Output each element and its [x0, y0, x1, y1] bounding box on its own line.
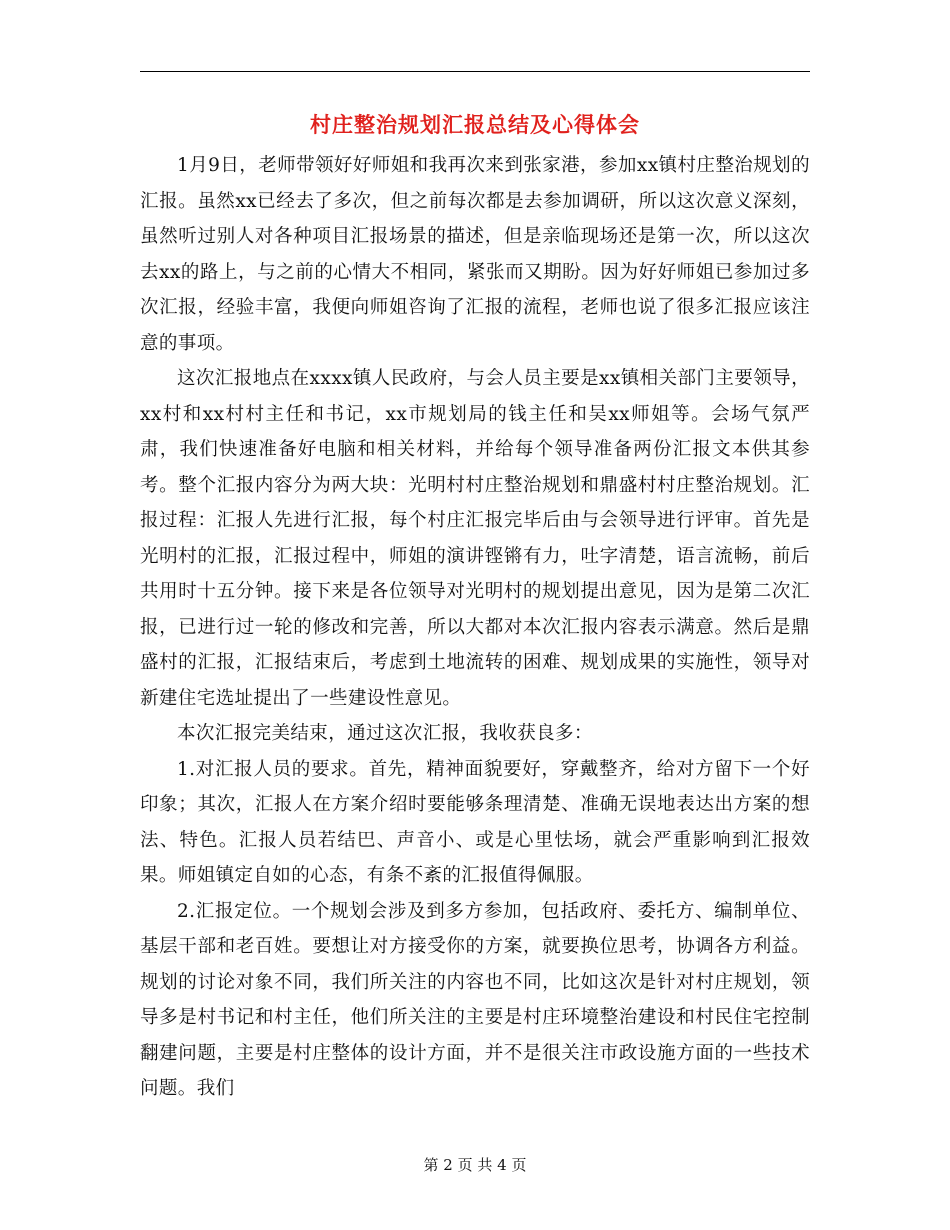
paragraph-4: 1.对汇报人员的要求。首先，精神面貌要好，穿戴整齐，给对方留下一个好印象；其次，汇报人在方案介绍时要能够条理清楚、准确无误地表达出方案的想法、特色。汇报人员若结巴、声音小、或是心里怯场，就会严重影响到汇报效果。师姐镇定自如的心态，有条不紊的汇报值得佩服。 — [140, 758, 810, 886]
paragraph-2: 这次汇报地点在xxxx镇人民政府，与会人员主要是xx镇相关部门主要领导，xx村和xx村村主任和书记，xx市规划局的钱主任和吴xx师姐等。会场气氛严肃，我们快速准备好电脑和相关材料，并给每个领导准备两份汇报文本供其参考。整个汇报内容分为两大块：光明村村庄整治规划和鼎盛村村庄整治规划。汇报过程：汇报人先进行汇报，每个村庄汇报完毕后由与会领导进行评审。首先是光明村的汇报，汇报过程中，师姐的演讲铿锵有力，吐字清楚，语言流畅，前后共用时十五分钟。接下来是各位领导对光明村的规划提出意见，因为是第二次汇报，已进行过一轮的修改和完善，所以大都对本次汇报内容表示满意。然后是鼎盛村的汇报，汇报结束后，考虑到土地流转的困难、规划成果的实施性，领导对新建住宅选址提出了一些建设性意见。 — [140, 368, 810, 709]
paragraph-3: 本次汇报完美结束，通过这次汇报，我收获良多： — [177, 723, 593, 744]
page-footer: 第 2 页 共 4 页 — [423, 1156, 527, 1174]
document-title: 村庄整治规划汇报总结及心得体会 — [310, 113, 640, 137]
paragraph-1: 1月9日，老师带领好好师姐和我再次来到张家港，参加xx镇村庄整治规划的汇报。虽然xx已经去了多次，但之前每次都是去参加调研，所以这次意义深刻，虽然听过别人对各种项目汇报场景的描述，但是亲临现场还是第一次，所以这次去xx的路上，与之前的心情大不相同，紧张而又期盼。因为好好师姐已参加过多次汇报，经验丰富，我便向师姐咨询了汇报的流程，老师也说了很多汇报应该注意的事项。 — [140, 155, 810, 354]
paragraph-5: 2.汇报定位。一个规划会涉及到多方参加，包括政府、委托方、编制单位、基层干部和老百姓。要想让对方接受你的方案，就要换位思考，协调各方利益。规划的讨论对象不同，我们所关注的内容也不同，比如这次是针对村庄规划，领导多是村书记和村主任，他们所关注的主要是村庄环境整治建设和村民住宅控制翻建问题，主要是村庄整体的设计方面，并不是很关注市政设施方面的一些技术问题。我们 — [140, 900, 810, 1099]
document-body — [140, 148, 810, 1107]
header-rule — [140, 71, 810, 72]
